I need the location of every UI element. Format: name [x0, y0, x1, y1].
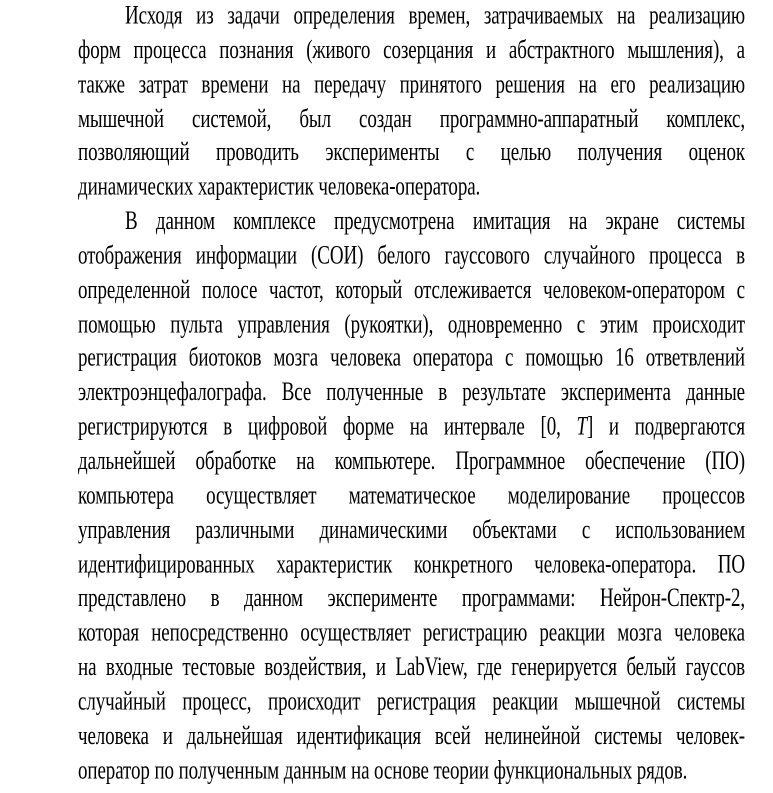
text-line: оператор по полученным данным на основе теории функциональных рядов.	[78, 755, 688, 785]
text-line: на входные тестовые воздействия, и LabView, где генерируется белый гауссов	[78, 652, 745, 682]
text-segment: регистрируются в цифровой форме на интервале [0,	[78, 412, 577, 442]
paragraph-2	[78, 206, 745, 789]
text-line: определенной полосе частот, который отслеживается человеком-оператором с	[78, 275, 745, 305]
text-line: управления различными динамическими объектами с использованием	[78, 515, 745, 545]
text-line: помощью пульта управления (рукоятки), одновременно с этим происходит	[78, 309, 745, 339]
text-line: динамических характеристик человека-оператора.	[78, 172, 481, 202]
text-line: также затрат времени на передачу принятого решения на его реализацию	[78, 69, 745, 99]
text-line: человека и дальнейшая идентификация всей нелинейной системы человек-	[78, 721, 745, 751]
text-line: Исходя из задачи определения времен, затрачиваемых на реализацию	[125, 1, 745, 31]
text-line: отображения информации (СОИ) белого гауссового случайного процесса в	[78, 241, 745, 271]
text-line: случайный процесс, происходит регистрация реакции мышечной системы	[78, 687, 745, 717]
paragraph-1	[78, 0, 745, 206]
text-line: регистрация биотоков мозга человека оператора с помощью 16 ответвлений	[78, 344, 745, 374]
text-segment: ] и подвергаются	[586, 412, 745, 442]
text-line: мышечной системой, был создан программно-аппаратный комплекс,	[78, 104, 745, 134]
text-line: позволяющий проводить эксперименты с целью получения оценок	[78, 138, 745, 168]
text-line: представлено в данном эксперименте программами: Нейрон-Спектр-2,	[78, 584, 745, 614]
text-line: В данном комплексе предусмотрена имитация на экране системы	[125, 207, 745, 237]
text-line: форм процесса познания (живого созерцания и абстрактного мышления), а	[78, 35, 745, 65]
text-line: идентифицированных характеристик конкретного человека-оператора. ПО	[78, 549, 745, 579]
text-line-with-math	[78, 411, 745, 445]
text-line: дальнейшей обработке на компьютере. Программное обеспечение (ПО)	[78, 447, 745, 477]
math-variable-T: T	[576, 412, 587, 442]
text-line: компьютера осуществляет математическое моделирование процессов	[78, 481, 745, 511]
text-line: электроэнцефалографа. Все полученные в результате эксперимента данные	[78, 378, 745, 408]
text-line: которая непосредственно осуществляет регистрацию реакции мозга человека	[78, 618, 745, 648]
